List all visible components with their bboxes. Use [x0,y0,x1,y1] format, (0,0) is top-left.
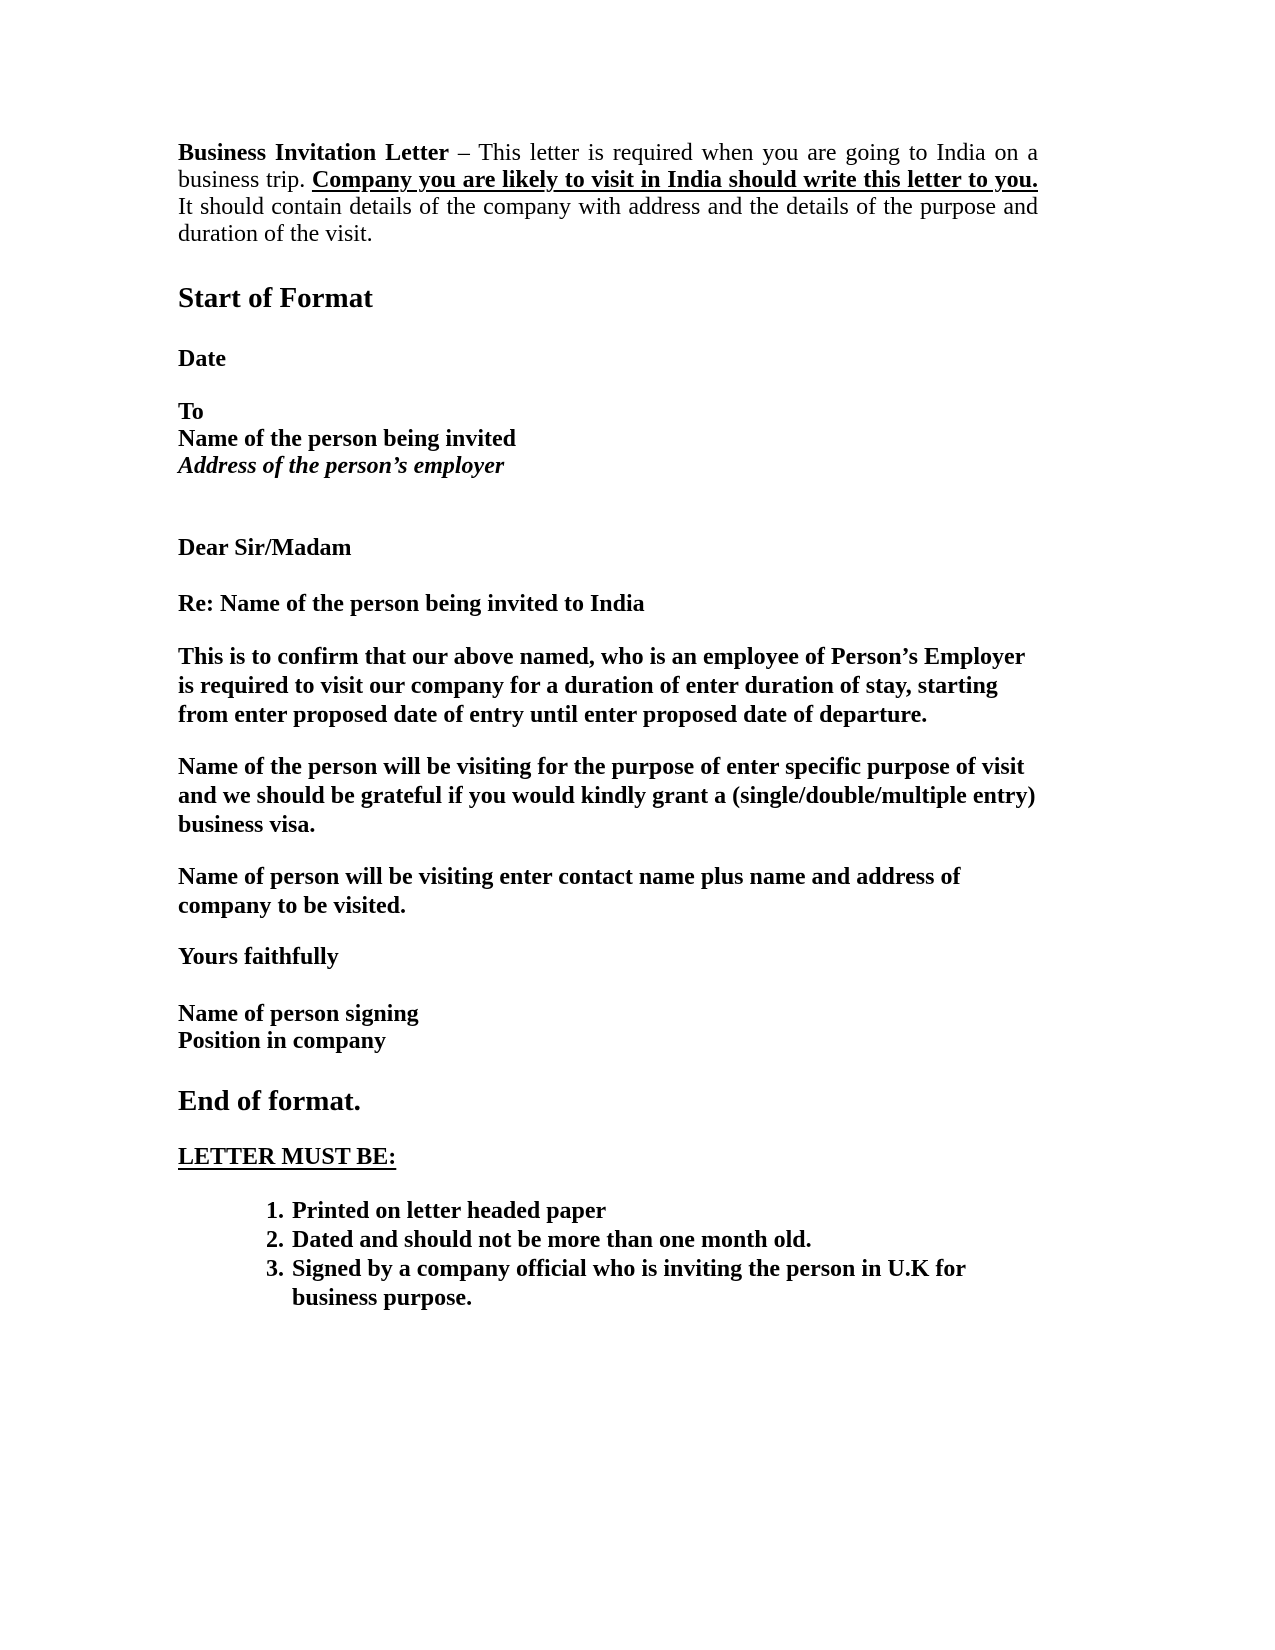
intro-title-text: Business Invitation Letter [178,140,450,166]
confirmation-paragraph: This is to confirm that our above named, who is an employee of Person’s Employer is required to visit our company for a duration of enter duration of stay, starting from enter proposed date of entry until enter proposed date of departure. [178,644,1025,728]
date-placeholder-line: Date [178,346,226,372]
employer-address-line: Address of the person’s employer [178,453,505,479]
requirements-list [256,1197,1038,1313]
requirement-item: 1. Printed on letter headed paper [290,1197,1038,1226]
requirement-item: 3. Signed by a company official who is inviting the person in U.K for business purpose. [290,1255,1038,1313]
requirements-heading: LETTER MUST BE: [178,1144,397,1170]
to-label-line: To [178,399,204,425]
subject-line: Re: Name of the person being invited to India [178,591,645,617]
purpose-paragraph: Name of the person will be visiting for the purpose of enter specific purpose of visit and we should be grateful if you would kindly grant a (single/double/multiple entry) business visa. [178,754,1036,838]
document-content [178,140,1038,1313]
signature-block [178,1001,1038,1055]
requirement-item: 2. Dated and should not be more than one month old. [290,1226,1038,1255]
salutation-line: Dear Sir/Madam [178,535,352,561]
invitee-name-line: Name of the person being invited [178,426,516,452]
signer-name-line: Name of person signing [178,1001,419,1027]
intro-tail-text: It should contain details of the company with address and the details of the purpose and duration of the visit. [178,194,1038,247]
end-of-format-heading: End of format. [178,1085,361,1117]
recipient-block [178,399,1038,480]
start-of-format-heading: Start of Format [178,282,373,314]
signer-position-line: Position in company [178,1028,387,1054]
intro-paragraph [178,140,1038,248]
intro-underlined-text: Company you are likely to visit in India should write this letter to you. [311,167,1038,193]
intro-middle-text: – This letter is required when you are going to India on a business trip. [178,140,1038,193]
contact-paragraph: Name of person will be visiting enter contact name plus name and address of company to be visited. [178,864,961,919]
closing-line: Yours faithfully [178,944,339,970]
